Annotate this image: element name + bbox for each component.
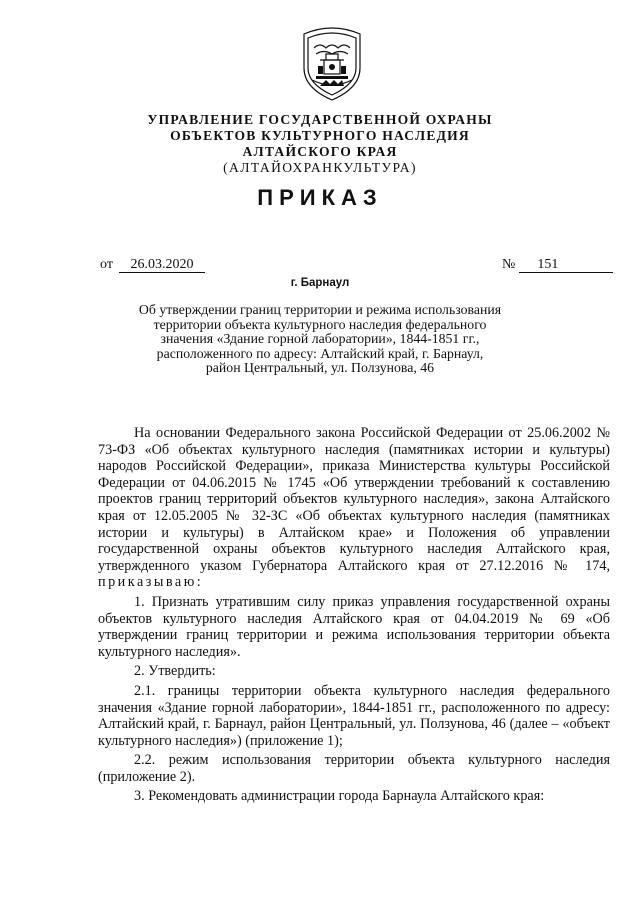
order-item-1: 1. Признать утратившим силу приказ управления государственной охраны объектов культурного наследия Алтайского края от 04.04.2019 № 69 «Об утверждении границ территории и режима использования территории объекта культурного наследия».: [98, 593, 610, 660]
org-abbreviation: (АЛТАЙОХРАНКУЛЬТУРА): [223, 160, 417, 175]
number-value: 151: [519, 258, 613, 273]
order-subject: [0, 303, 640, 376]
prikazyvayu-word: приказываю:: [98, 574, 204, 591]
number-prefix: №: [502, 257, 516, 272]
date-prefix: от: [100, 257, 113, 272]
org-name-line: АЛТАЙСКОГО КРАЯ: [242, 144, 398, 159]
organization-header: [0, 112, 640, 176]
document-title: ПРИКАЗ: [257, 185, 383, 210]
subject-line: район Центральный, ул. Ползунова, 46: [205, 360, 435, 375]
order-date: [100, 257, 205, 273]
order-item-3: 3. Рекомендовать администрации города Барнаула Алтайского края:: [134, 788, 545, 805]
subject-line: территории объекта культурного наследия федерального: [153, 316, 487, 332]
order-item-2-1: 2.1. границы территории объекта культурного наследия федерального значения «Здание горной лаборатории», 1844-1851 гг., расположенного по адресу: Алтайский край, г. Барнаул, район Центральный, ул. Ползунова, 46 (далее – «объект культурного наследия») (приложение 1);: [98, 682, 610, 749]
date-value: 26.03.2020: [119, 258, 205, 273]
order-body: [98, 425, 610, 805]
subject-line: расположенного по адресу: Алтайский край, г. Барнаул,: [156, 345, 484, 361]
order-item-2: 2. Утвердить:: [134, 663, 216, 680]
subject-line: Об утверждении границ территории и режима использования: [138, 302, 502, 317]
org-name-line: УПРАВЛЕНИЕ ГОСУДАРСТВЕННОЙ ОХРАНЫ: [147, 112, 493, 127]
coat-of-arms-icon: [296, 24, 368, 102]
order-number: [502, 257, 613, 273]
city-label: г. Барнаул: [290, 277, 350, 289]
order-item-2-2: 2.2. режим использования территории объекта культурного наследия (приложение 2).: [98, 752, 610, 785]
preamble-paragraph: [98, 425, 610, 591]
org-name-line: ОБЪЕКТОВ КУЛЬТУРНОГО НАСЛЕДИЯ: [170, 128, 470, 143]
subject-line: значения «Здание горной лаборатории», 1844-1851 гг.,: [160, 331, 480, 346]
preamble-text: На основании Федерального закона Российской Федерации от 25.06.2002 № 73-ФЗ «Об объектах культурного наследия (памятниках истории и культуры) народов Российской Федерации», приказа Министерства культуры Российской Федерации от 04.06.2015 № 1745 «Об утверждении требований к составлению проектов границ территорий объектов культурного наследия», закона Алтайского края от 12.05.2005 № 32-ЗС «Об объектах культурного наследия (памятниках истории и культуры) в Алтайском крае» и Положения об управлении государственной охраны объектов культурного наследия Алтайского края, утвержденного указом Губернатора Алтайского края от 27.12.2016 № 174,: [98, 425, 610, 574]
